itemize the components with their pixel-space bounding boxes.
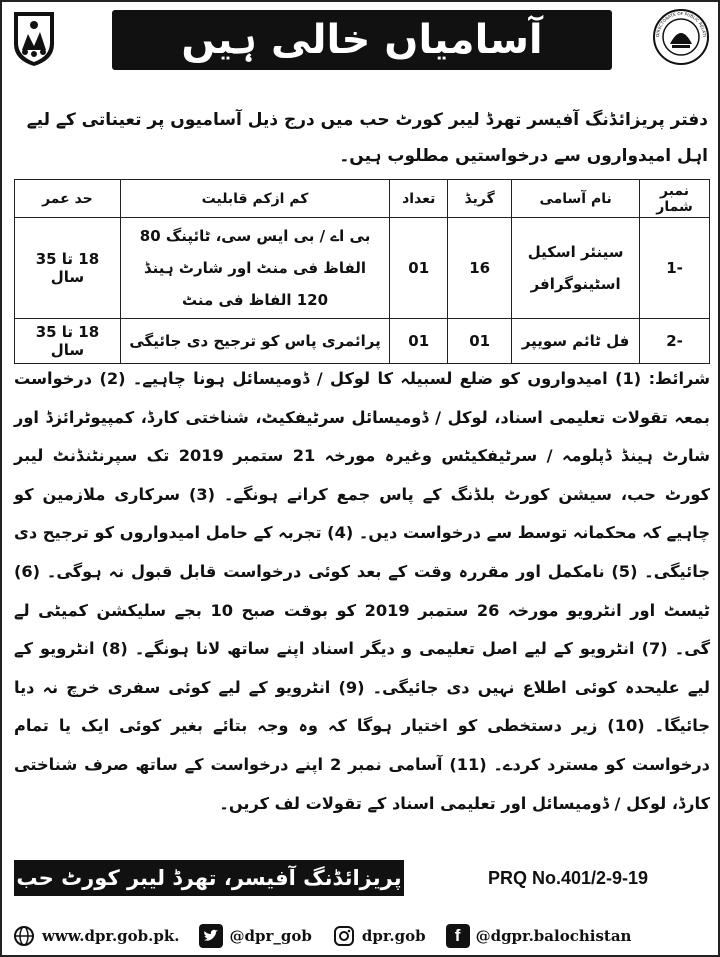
header-post: نام آسامی xyxy=(512,180,640,218)
header-age-limit: حد عمر xyxy=(15,180,121,218)
twitter-link[interactable] xyxy=(199,924,311,948)
row-qualification: بی اے / بی ایس سی، ٹائپنگ 80 الفاظ فی منٹ اور شارٹ ہینڈ 120 الفاظ فی منٹ xyxy=(120,218,389,319)
row-grade: 16 xyxy=(448,218,512,319)
instagram-link[interactable] xyxy=(332,924,426,948)
row-post: فل ٹائم سویپر xyxy=(512,319,640,364)
row-grade: 01 xyxy=(448,319,512,364)
intro-paragraph: دفتر پریزائڈنگ آفیسر تھرڈ لیبر کورٹ حب میں درج ذیل آسامیوں پر تعیناتی کے لیے اہل امیدواروں سے درخواستیں مطلوب ہیں۔ xyxy=(26,110,708,166)
table-row xyxy=(15,218,710,319)
table-header-row xyxy=(15,180,710,218)
website-link[interactable] xyxy=(12,924,179,948)
twitter-icon xyxy=(199,924,223,948)
prq-number: PRQ No.401/2-9-19 xyxy=(488,868,649,888)
facebook-link[interactable] xyxy=(446,924,632,948)
globe-icon xyxy=(12,924,36,948)
header-grade: گریڈ xyxy=(448,180,512,218)
signature-banner: پریزائڈنگ آفیسر، تھرڈ لیبر کورٹ حب xyxy=(14,860,404,896)
row-post: سینئر اسکیل اسٹینوگرافر xyxy=(512,218,640,319)
conditions-paragraph: شرائط: (1) امیدواروں کو ضلع لسبیلہ کا لوکل / ڈومیسائل ہونا چاہیے۔ (2) درخواست بمعہ تقولات تعلیمی اسناد، لوکل / ڈومیسائل سرٹیفکیٹ، شناختی کارڈ، کمپیوٹرائزڈ اور شارٹ ہینڈ ڈپلومہ / سرٹیفکیٹس وغیرہ مورخہ 21 ستمبر 2019 تک سپرنٹنڈنٹ لیبر کورٹ حب، سیشن کورٹ بلڈنگ کے پاس جمع کرانے ہونگے۔ (3) سرکاری ملازمین کو چاہیے کہ محکمانہ توسط سے درخواست دیں۔ (4) تجربہ کے حامل امیدواروں کو ترجیح دی جائیگی۔ (5) نامکمل اور مقررہ وقت کے بعد کوئی درخواست قابل قبول نہ ہوگی۔ (6) ٹیسٹ اور انٹرویو مورخہ 26 ستمبر 2019 کو بوقت صبح 10 بجے سلیکشن کمیٹی لے گی۔ (7) انٹرویو کے لیے اصل تعلیمی و دیگر اسناد اپنے ساتھ لانا ہونگے۔ (8) انٹرویو کے لیے علیحدہ کوئی اطلاع نہیں دی جائیگی۔ (9) انٹرویو کے لیے کوئی سفری خرچ نہ دیا جائیگا۔ (10) زیر دستخطی کو اختیار ہوگا کہ وہ وجہ بتائے بغیر کوئی ایک یا تمام درخواست کو مسترد کردے۔ (11) آسامی نمبر 2 اپنے درخواست کے ساتھ صرف شناختی کارڈ، لوکل / ڈومیسائل اور تعلیمی اسناد کے تقولات لف کریں۔ xyxy=(14,369,711,813)
row-serial: 2- xyxy=(640,319,710,364)
row-age-limit: 18 تا 35 سال xyxy=(15,218,121,319)
page-title: آسامیاں خالی ہیں xyxy=(112,10,612,70)
row-qualification: پرائمری پاس کو ترجیح دی جائیگی xyxy=(120,319,389,364)
government-emblem-icon xyxy=(8,8,60,68)
website-text: www.dpr.gob.pk. xyxy=(42,926,180,945)
svg-text:DIRECTORATE OF PUBLIC RELATION: DIRECTORATE OF PUBLIC RELATI xyxy=(654,10,708,38)
header-serial: نمبر شمار xyxy=(640,180,710,218)
instagram-handle: dpr.gob xyxy=(361,926,426,945)
header-count: تعداد xyxy=(390,180,448,218)
facebook-handle: @dgpr.balochistan xyxy=(475,926,632,945)
row-serial: 1- xyxy=(640,218,710,319)
dpr-seal-icon xyxy=(652,8,710,66)
header-qualification: کم ازکم قابلیت xyxy=(120,180,389,218)
row-count: 01 xyxy=(390,218,448,319)
twitter-handle: @dpr_gob xyxy=(229,926,312,945)
facebook-icon: f xyxy=(446,924,470,948)
instagram-icon xyxy=(332,924,356,948)
vacancy-table xyxy=(14,179,710,364)
table-row xyxy=(15,319,710,364)
social-bar xyxy=(2,916,718,955)
row-count: 01 xyxy=(390,319,448,364)
row-age-limit: 18 تا 35 سال xyxy=(15,319,121,364)
